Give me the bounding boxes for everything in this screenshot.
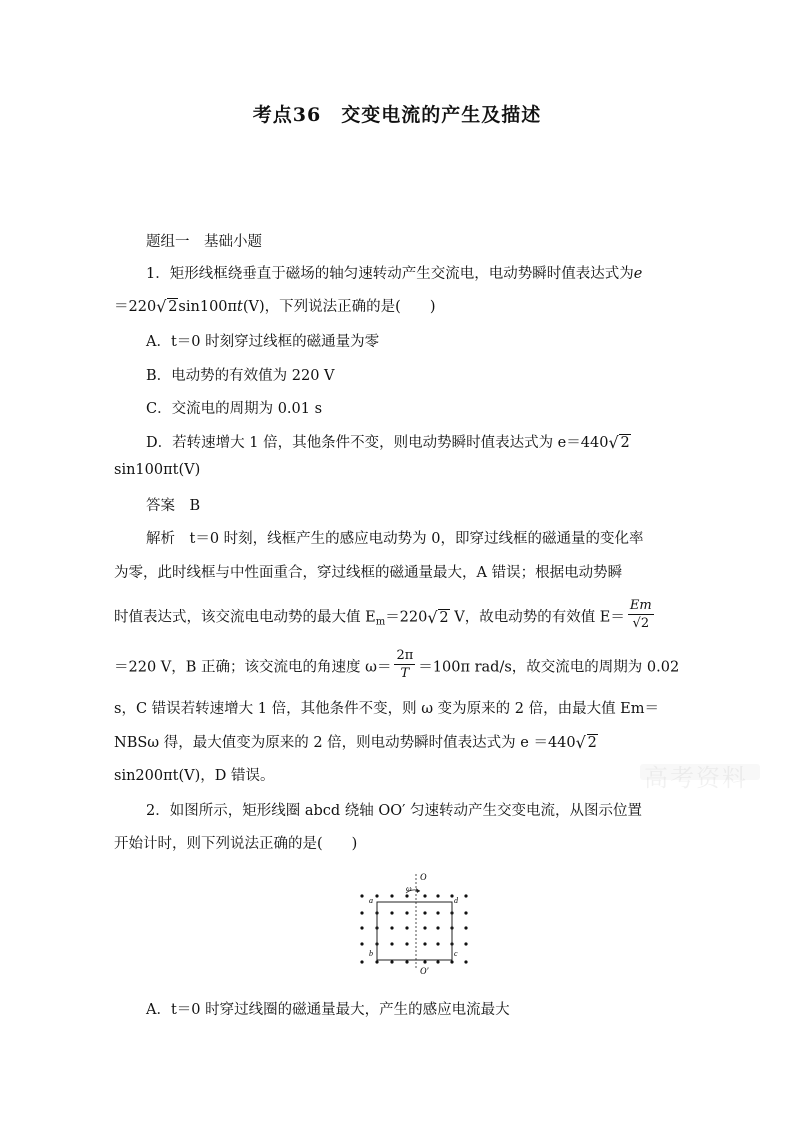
field-dot [360,894,363,897]
corner-label-d: d [454,896,458,905]
q1-option-c: C．交流电的周期为 0.01 s [146,401,323,417]
field-dot [423,926,426,929]
field-dot [390,960,393,963]
field-dot [436,942,439,945]
field-dot [405,926,408,929]
watermark-text: 高考资料 [644,764,748,792]
field-dot [423,960,426,963]
fraction-em-over-sqrt2: $\frac{Em}{√2}$ [629,598,652,631]
axis-label-top: O [420,872,427,882]
field-dot [405,894,408,897]
coil-rectangle [377,902,452,960]
q1-analysis-line5: s，C 错误若转速增大 1 倍，其他条件不变，则 ω 变为原来的 2 倍，由最大值 Em＝ [114,701,660,717]
field-dot [360,960,363,963]
q1-answer: 答案 B [146,498,201,514]
field-dot [405,942,408,945]
axis-label-bottom: O′ [420,966,429,976]
q1-option-d: D．若转速增大 1 倍，其他条件不变，则电动势瞬时值表达式为 e＝440√ 2 [146,431,631,452]
field-dot [464,960,467,963]
omega-label: ω [406,884,412,893]
q1-analysis-line3: 时值表达式，该交流电电动势的最大值 $E_m=220√$ 2 V，故电动势的有效值 E＝ $\frac{Em}{√2}$ [114,600,657,635]
sqrt-symbol: √ 2 [157,299,178,315]
corner-label-c: c [454,949,458,958]
field-dot [436,960,439,963]
field-dot [405,960,408,963]
field-dot [375,960,378,963]
sqrt-symbol: √ 2 [428,610,449,626]
q1-analysis-line7: sin200πt(V)，D 错误。 [114,768,275,784]
field-dot [450,960,453,963]
q1-option-a: A．t＝0 时刻穿过线框的磁通量为零 [146,334,380,350]
q1-analysis-line6: NBSω 得，最大值变为原来的 2 倍，则电动势瞬时值表达式为 e ＝440√ 2 [114,731,598,752]
field-dot [390,911,393,914]
field-dot [464,926,467,929]
field-dot [464,942,467,945]
corner-label-a: a [369,896,373,905]
q2-option-a: A．t＝0 时穿过线圈的磁通量最大，产生的感应电流最大 [146,1002,510,1018]
field-dot [390,894,393,897]
field-dot [423,911,426,914]
field-dot [405,911,408,914]
field-dot [360,942,363,945]
q1-analysis-line2: 为零，此时线框与中性面重合，穿过线框的磁通量最大，A 错误；根据电动势瞬 [114,565,623,581]
field-dot [436,926,439,929]
q1-option-b: B．电动势的有效值为 220 V [146,368,335,384]
watermark [640,758,770,792]
field-dot [390,926,393,929]
sqrt-symbol: √ 2 [577,735,598,751]
field-dot [390,942,393,945]
coil-diagram [350,866,480,980]
coil-diagram-svg [350,866,480,976]
page-title: 考点36 交变电流的产生及描述 [252,104,542,126]
field-dot [464,911,467,914]
field-dot [423,894,426,897]
corner-label-b: b [369,949,373,958]
sqrt-symbol: √ 2 [609,435,630,451]
q1-stem-line1: 1．矩形线框绕垂直于磁场的轴匀速转动产生交流电，电动势瞬时值表达式为e [146,266,643,282]
fraction-2pi-over-t: $\frac{2\pi}{T}$ [396,648,414,681]
field-dot [360,926,363,929]
q1-analysis-line4: ＝220 V，B 正确；该交流电的角速度 ω＝ $\frac{2\pi}{T}$ ＝100π rad/s，故交流电的周期为 0.02 [114,648,680,681]
q1-option-d-cont: sin100πt(V) [114,462,201,478]
q1-stem-line2: ＝220√ 2sin100πt(V)，下列说法正确的是( ) [114,295,435,316]
field-dot [423,942,426,945]
q1-analysis-line1: 解析 t＝0 时刻，线框产生的感应电动势为 0，即穿过线框的磁通量的变化率 [146,531,644,547]
field-dot [436,894,439,897]
section-heading: 题组一 基础小题 [146,234,262,250]
q2-stem-line1: 2．如图所示，矩形线圈 abcd 绕轴 OO′ 匀速转动产生交变电流，从图示位置 [146,803,643,819]
field-dot [375,894,378,897]
q2-stem-line2: 开始计时，则下列说法正确的是( ) [114,836,358,852]
field-dot [436,911,439,914]
field-dot [360,911,363,914]
field-dot [464,894,467,897]
